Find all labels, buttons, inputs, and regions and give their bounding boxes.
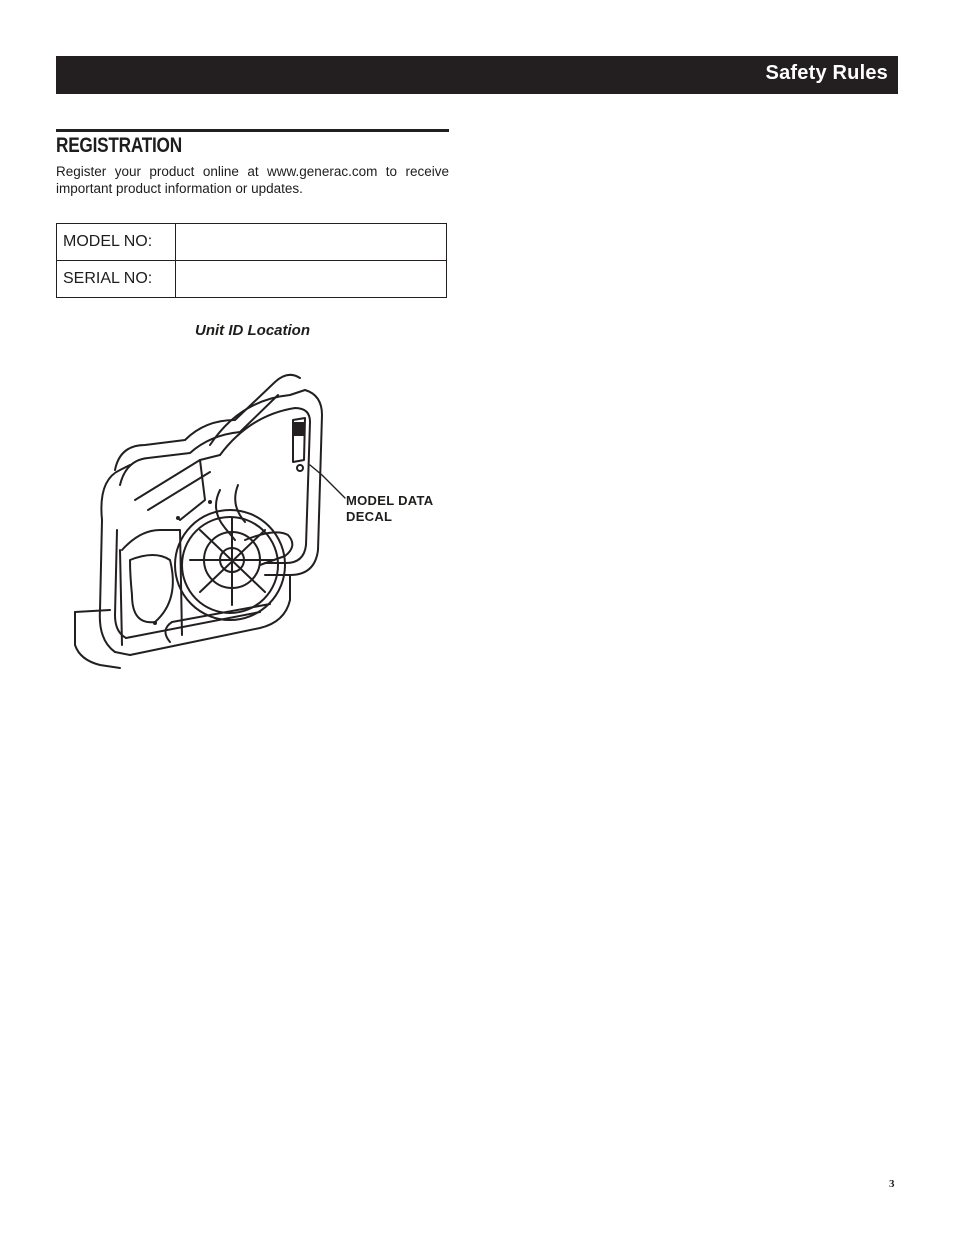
- figure-caption: Unit ID Location: [195, 322, 310, 339]
- page-number: 3: [889, 1178, 895, 1190]
- section-header-bar: [56, 56, 898, 94]
- registration-intro: Register your product online at www.generac.com to receive important product information or updates.: [56, 164, 449, 196]
- model-row: [57, 224, 447, 261]
- callout-label-line2: DECAL: [346, 509, 393, 524]
- registration-heading: REGISTRATION: [56, 134, 182, 157]
- serial-value: [176, 261, 447, 298]
- section-divider: [56, 129, 449, 132]
- section-title: Safety Rules: [765, 62, 888, 84]
- serial-row: [57, 261, 447, 298]
- model-label: MODEL NO:: [57, 224, 176, 261]
- callout-label-line1: MODEL DATA: [346, 493, 434, 508]
- generator-illustration: [60, 360, 460, 680]
- unit-id-table: [56, 223, 447, 298]
- serial-label: SERIAL NO:: [57, 261, 176, 298]
- model-value: [176, 224, 447, 261]
